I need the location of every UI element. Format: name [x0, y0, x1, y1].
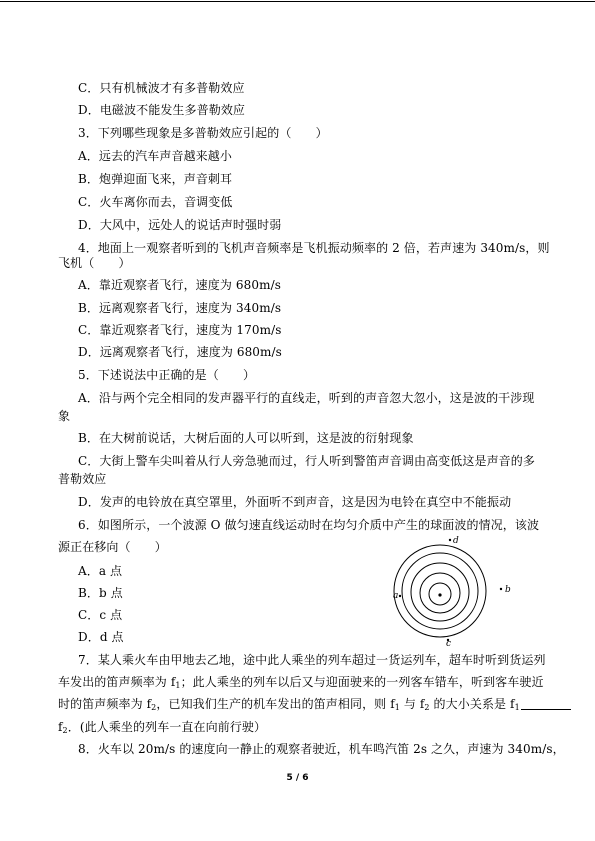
label-c: c — [446, 639, 452, 647]
q6-option-b: B．b 点 — [78, 586, 123, 600]
question-3: 3．下列哪些现象是多普勒效应引起的（ ） — [78, 126, 328, 140]
question-4-line1: 4．地面上一观察者听到的飞机声音频率是飞机振动频率的 2 倍，若声速为 340m/s，则 — [78, 241, 550, 255]
label-b: b — [505, 585, 511, 595]
q7-text: ；此人乘坐的列车以后又与迎面驶来的一列客车错车，听到客车驶近 — [180, 675, 544, 689]
spherical-wave-figure — [388, 535, 518, 647]
option-d-prev: D．电磁波不能发生多普勒效应 — [78, 103, 246, 117]
question-8: 8．火车以 20m/s 的速度向一静止的观察者驶近，机车鸣汽笛 2s 之久，声速为 340m/s， — [78, 742, 565, 756]
q3-option-a: A．远去的汽车声音越来越小 — [78, 149, 232, 163]
label-d: d — [453, 536, 459, 546]
subscript: 2 — [151, 703, 157, 712]
q7-text: 时的笛声频率为 f — [58, 697, 152, 711]
q7-text: ，已知我们生产的机车发出的笛声相同，则 f — [156, 697, 395, 711]
q7-text: 车发出的笛声频率为 f — [58, 675, 176, 689]
q4-option-b: B．远离观察者飞行，速度为 340m/s — [78, 301, 282, 315]
q5-option-a-line2: 象 — [58, 409, 71, 423]
subscript: 2 — [424, 703, 430, 712]
q5-option-b: B．在大树前说话，大树后面的人可以听到，这是波的衍射现象 — [78, 431, 414, 445]
subscript: 2 — [62, 726, 68, 735]
question-7-line1: 7．某人乘火车由甲地去乙地，途中此人乘坐的列车超过一货运列车，超车时听到货运列 — [78, 653, 546, 667]
answer-blank — [521, 698, 571, 710]
q6-option-a: A．a 点 — [78, 564, 123, 578]
question-6-line1: 6．如图所示，一个波源 O 做匀速直线运动时在均匀介质中产生的球面波的情况，该波 — [78, 518, 540, 532]
q3-option-c: C．火车离你而去，音调变低 — [78, 195, 233, 209]
question-7-line3 — [58, 696, 572, 712]
q4-option-a: A．靠近观察者飞行，速度为 680m/s — [78, 278, 281, 292]
q7-text: ．(此人乘坐的列车一直在向前行驶） — [67, 720, 267, 734]
question-5: 5．下述说法中正确的是（ ） — [78, 368, 256, 382]
q7-text: 的大小关系是 f — [429, 697, 515, 711]
q7-text: f — [58, 720, 63, 734]
wavefront-circle-2 — [402, 553, 478, 629]
option-c-prev: C．只有机械波才有多普勒效应 — [78, 81, 245, 95]
q5-option-c-line1: C．大街上警车尖叫着从行人旁急驰而过，行人听到警笛声音调由高变低这是声音的多 — [78, 454, 535, 468]
q5-option-d: D．发声的电铃放在真空罩里，外面听不到声音，这是因为电铃在真空中不能振动 — [78, 495, 512, 509]
q3-option-b: B．炮弹迎面飞来，声音刺耳 — [78, 172, 233, 186]
q6-option-c: C．c 点 — [78, 608, 123, 622]
page-number: 5 / 6 — [286, 773, 309, 783]
q5-option-c-line2: 普勒效应 — [58, 472, 107, 486]
wavefront-circle-1 — [394, 545, 486, 637]
question-7-line4 — [58, 719, 266, 735]
question-4-line2: 飞机（ ） — [58, 256, 131, 270]
point-a-dot — [399, 595, 401, 597]
wave-circles-diagram — [388, 535, 518, 647]
q4-option-d: D．远离观察者飞行，速度为 680m/s — [78, 345, 282, 359]
q7-text: 与 f — [399, 697, 425, 711]
subscript: 1 — [394, 703, 400, 712]
question-6-line2: 源正在移向（ ） — [58, 540, 167, 554]
q3-option-d: D．大风中，远处人的说话声时强时弱 — [78, 218, 282, 232]
point-b-dot — [500, 588, 502, 590]
subscript: 1 — [175, 681, 181, 690]
subscript: 1 — [514, 703, 520, 712]
q5-option-a-line1: A．沿与两个完全相同的发声器平行的直线走，听到的声音忽大忽小，这是波的干涉现 — [78, 391, 535, 405]
q6-option-d: D．d 点 — [78, 630, 124, 644]
point-d-dot — [449, 539, 451, 541]
question-7-line2 — [58, 674, 544, 690]
wavefront-circle-4 — [420, 573, 460, 613]
q4-option-c: C．靠近观察者飞行，速度为 170m/s — [78, 323, 282, 337]
source-o-dot — [438, 593, 441, 596]
label-a: a — [393, 591, 399, 601]
